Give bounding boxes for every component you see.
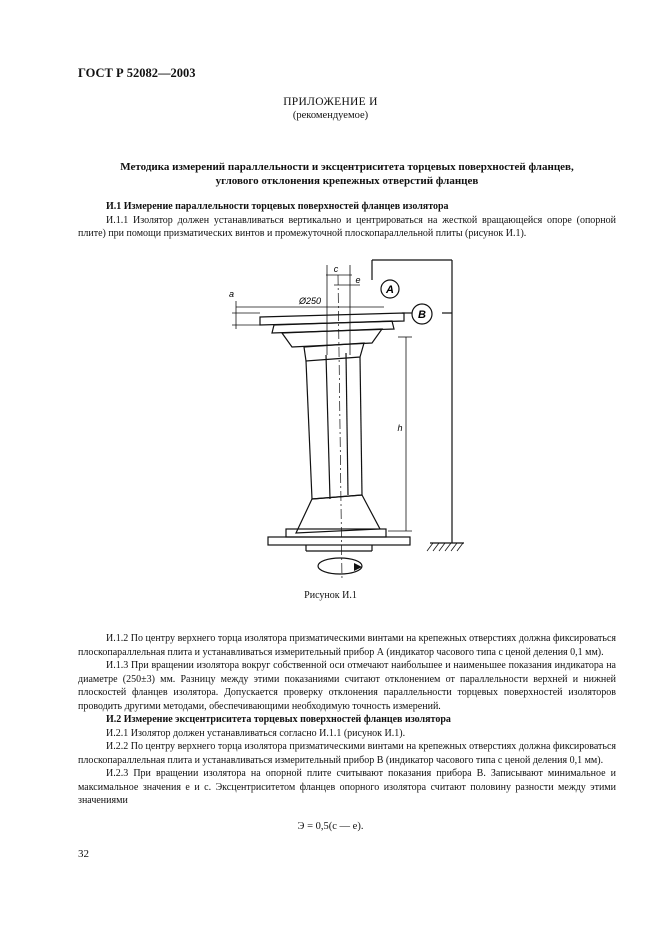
main-title-line1: Методика измерений параллельности и эксцентриситета торцевых поверхностей фланцев, [120,161,574,173]
figure-i1 [222,255,472,585]
section2-p3: И.2.3 При вращении изолятора на опорной плите считывают показания прибора В. Записывают минимальное и максимальное значения е и с. Эксцентриситетом фланцев опорного изолятора считают половину разности между этими значениями [78,768,616,806]
label-e: e [355,275,361,285]
label-h: h [397,423,403,433]
label-A: A [386,284,394,296]
page-number: 32 [78,848,89,860]
label-c: c [333,264,339,274]
label-diameter: Ø250 [298,296,322,306]
section1 [78,200,616,241]
appendix-subtitle: (рекомендуемое) [292,110,369,121]
section1-p2: И.1.2 По центру верхнего торца изолятора призматическими винтами на крепежных отверстиях должна фиксироваться плоскопараллельная плита и устанавливаться измерительный прибор А (индикатор часового типа с ценой деления 0,1 мм). [78,633,616,658]
section1-p3: И.1.3 При вращении изолятора вокруг собственной оси отмечают наибольшее и наименьшее показания индикатора на диаметре (250±3) мм. Разницу между этими показаниями считают отклонением от параллельности верхней и нижней плоскостей фланцев изолятора. Допускается проверку отклонения параллельности торцевых поверхностей изоляторов проводить другими методами, обеспечивающими необходимую точность измерений. [78,660,616,712]
main-title [78,160,616,188]
eccentricity-formula: Э = 0,5(с — е). [297,821,364,832]
appendix-title: ПРИЛОЖЕНИЕ И [283,96,378,108]
main-title-line2: углового отклонения крепежных отверстий фланцев [215,175,479,187]
figure-drawing [222,255,472,585]
section1-p1: И.1.1 Изолятор должен устанавливаться вертикально и центрироваться на жесткой вращающейся опоре (опорной плите) при помощи призматических винтов и промежуточной плоскопараллельной плиты (рисунок И.1). [78,214,616,239]
section1-heading: И.1 Измерение параллельности торцевых поверхностей фланцев изолятора [106,201,449,212]
section2-p2: И.2.2 По центру верхнего торца изолятора призматическими винтами на крепежных отверстиях должна фиксироваться плоскопараллельная плита и устанавливаться измерительный прибор В (индикатор часового типа с ценой деления 0,1 мм). [78,741,616,766]
label-B: B [418,309,426,321]
section1-continued [78,632,616,808]
section2-p1: И.2.1 Изолятор должен устанавливаться согласно И.1.1 (рисунок И.1). [106,727,406,739]
label-a: a [229,289,235,299]
figure-caption: Рисунок И.1 [304,590,357,601]
standard-header: ГОСТ Р 52082—2003 [78,66,196,80]
section2-heading: И.2 Измерение эксцентриситета торцевых поверхностей фланцев изолятора [106,714,451,725]
